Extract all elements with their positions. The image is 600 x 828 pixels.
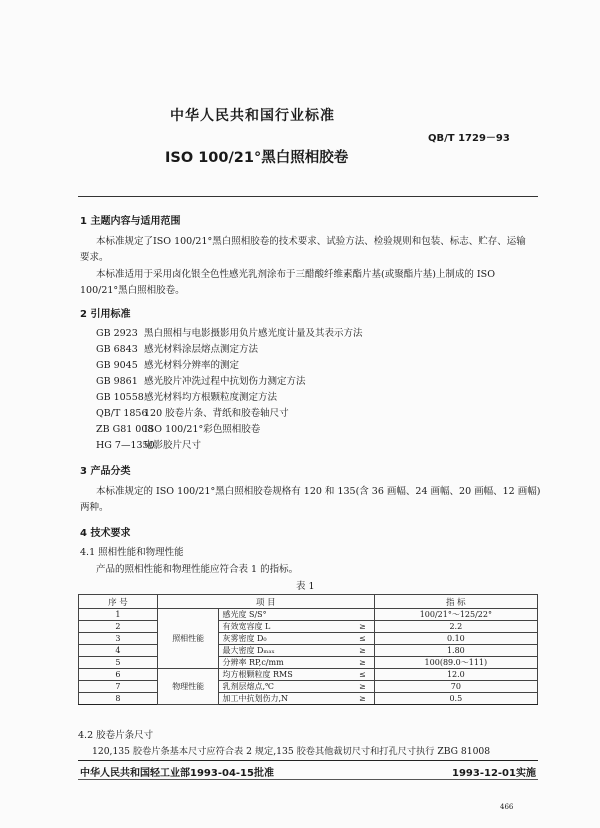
cell-symbol: ≤: [333, 633, 374, 645]
section-1-para-2-line-1: 本标准适用于采用卤化银全色性感光乳剂涂布于三醋酸纤维素酯片基(或聚酯片基)上制成的 ISO: [96, 269, 495, 280]
group-physical: 物理性能: [157, 669, 219, 705]
cell-name: 有效宽容度 L: [219, 621, 333, 633]
org-title: 中华人民共和国行业标准: [170, 108, 335, 124]
cell-value: 70: [374, 681, 537, 693]
section-3-line-2: 两种。: [80, 502, 109, 513]
cell-value: 100/21°～125/22°: [374, 609, 537, 621]
reference-item: [96, 391, 363, 407]
cell-no: 3: [79, 633, 158, 645]
table-row: [79, 657, 538, 669]
reference-title: 感光材料涂层熔点测定方法: [144, 344, 259, 355]
reference-code: GB 10558: [96, 392, 144, 403]
reference-title: 电影胶片尺寸: [144, 440, 202, 451]
section-2-heading: 2 引用标准: [80, 309, 131, 320]
standard-code: QB/T 1729－93: [428, 133, 510, 144]
table-row: [79, 621, 538, 633]
cell-value: 0.10: [374, 633, 537, 645]
reference-title: 感光材料均方根颗粒度测定方法: [144, 392, 278, 403]
reference-code: QB/T 1856: [96, 408, 148, 419]
cell-no: 5: [79, 657, 158, 669]
cell-value: 1.80: [374, 645, 537, 657]
reference-item: [96, 407, 363, 423]
cell-value: 12.0: [374, 669, 537, 681]
cell-value: 2.2: [374, 621, 537, 633]
cell-symbol: ≥: [333, 693, 374, 705]
reference-code: GB 6843: [96, 344, 138, 355]
cell-no: 7: [79, 681, 158, 693]
cell-no: 2: [79, 621, 158, 633]
table-row: [79, 681, 538, 693]
cell-name: 乳剂层熔点,℃: [219, 681, 333, 693]
reference-title: 感光材料分辨率的测定: [144, 360, 240, 371]
cell-symbol: ≥: [333, 657, 374, 669]
table-header-row: [79, 595, 538, 609]
header-no: 序 号: [79, 595, 158, 609]
cell-symbol: [333, 609, 374, 621]
table-caption: 表 1: [296, 581, 315, 592]
section-3-line-1: 本标准规定的 ISO 100/21°黑白照相胶卷规格有 120 和 135(含 36 画幅、24 画幅、20 画幅、12 画幅): [96, 486, 541, 497]
cell-no: 6: [79, 669, 158, 681]
header-item: 项 目: [157, 595, 374, 609]
cell-value: 100(89.0～111): [374, 657, 537, 669]
section-3-heading: 3 产品分类: [80, 466, 131, 477]
cell-name: 分辨率 RP,c/mm: [219, 657, 333, 669]
cell-symbol: ≥: [333, 645, 374, 657]
header-divider: [78, 196, 538, 197]
cell-value: 0.5: [374, 693, 537, 705]
reference-code: HG 7—1350: [96, 440, 155, 451]
table-row: [79, 669, 538, 681]
reference-code: ZB G81 008: [96, 424, 154, 435]
cell-name: 加工中抗划伤力,N: [219, 693, 333, 705]
reference-item: [96, 359, 363, 375]
footer-divider-top: [78, 760, 538, 761]
cell-name: 最大密度 Dₘₐₓ: [219, 645, 333, 657]
reference-item: [96, 423, 363, 439]
document-title: ISO 100/21°黑白照相胶卷: [165, 150, 349, 166]
reference-code: GB 9045: [96, 360, 138, 371]
subsection-4-2-heading: 4.2 胶卷片条尺寸: [78, 730, 154, 741]
reference-title: 黑白照相与电影摄影用负片感光度计量及其表示方法: [144, 328, 363, 339]
reference-item: [96, 343, 363, 359]
section-1-para-2-line-2: 100/21°黑白照相胶卷。: [80, 285, 185, 296]
effective-date: 1993-12-01实施: [452, 768, 536, 779]
reference-item: [96, 439, 363, 455]
cell-name: 感光度 S/S°: [219, 609, 333, 621]
section-1-para-1-line-2: 要求。: [80, 252, 109, 263]
cell-symbol: ≥: [333, 681, 374, 693]
footer-divider-bottom: [78, 779, 538, 780]
table-1: [78, 594, 538, 705]
reference-item: [96, 327, 363, 343]
group-photographic: 照相性能: [157, 609, 219, 669]
header-index: 指 标: [374, 595, 537, 609]
cell-symbol: ≤: [333, 669, 374, 681]
cell-no: 1: [79, 609, 158, 621]
table-row: [79, 609, 538, 621]
cell-name: 灰雾密度 D₀: [219, 633, 333, 645]
section-1-para-1-line-1: 本标准规定了ISO 100/21°黑白照相胶卷的技术要求、试验方法、检验规则和包装、标志、贮存、运输: [96, 236, 526, 247]
table-row: [79, 645, 538, 657]
cell-no: 8: [79, 693, 158, 705]
cell-name: 均方根颗粒度 RMS: [219, 669, 333, 681]
section-4-heading: 4 技术要求: [80, 528, 131, 539]
reference-code: GB 2923: [96, 328, 138, 339]
reference-title: 120 胶卷片条、背纸和胶卷轴尺寸: [144, 408, 289, 419]
reference-list: [96, 327, 363, 455]
cell-symbol: ≥: [333, 621, 374, 633]
page-number: 466: [500, 803, 514, 811]
table-row: [79, 693, 538, 705]
table-row: [79, 633, 538, 645]
reference-title: 感光胶片冲洗过程中抗划伤力测定方法: [144, 376, 306, 387]
reference-code: GB 9861: [96, 376, 138, 387]
approval-line: 中华人民共和国轻工业部1993-04-15批准: [80, 768, 274, 779]
cell-no: 4: [79, 645, 158, 657]
reference-title: ISO 100/21°彩色照相胶卷: [144, 424, 261, 435]
subsection-4-1-text: 产品的照相性能和物理性能应符合表 1 的指标。: [96, 564, 299, 575]
subsection-4-1-heading: 4.1 照相性能和物理性能: [80, 547, 184, 558]
reference-item: [96, 375, 363, 391]
section-1-heading: 1 主题内容与适用范围: [80, 216, 181, 227]
subsection-4-2-text: 120,135 胶卷片条基本尺寸应符合表 2 规定,135 胶卷其他裁切尺寸和打孔尺寸执行 ZBG 81008: [92, 746, 491, 757]
